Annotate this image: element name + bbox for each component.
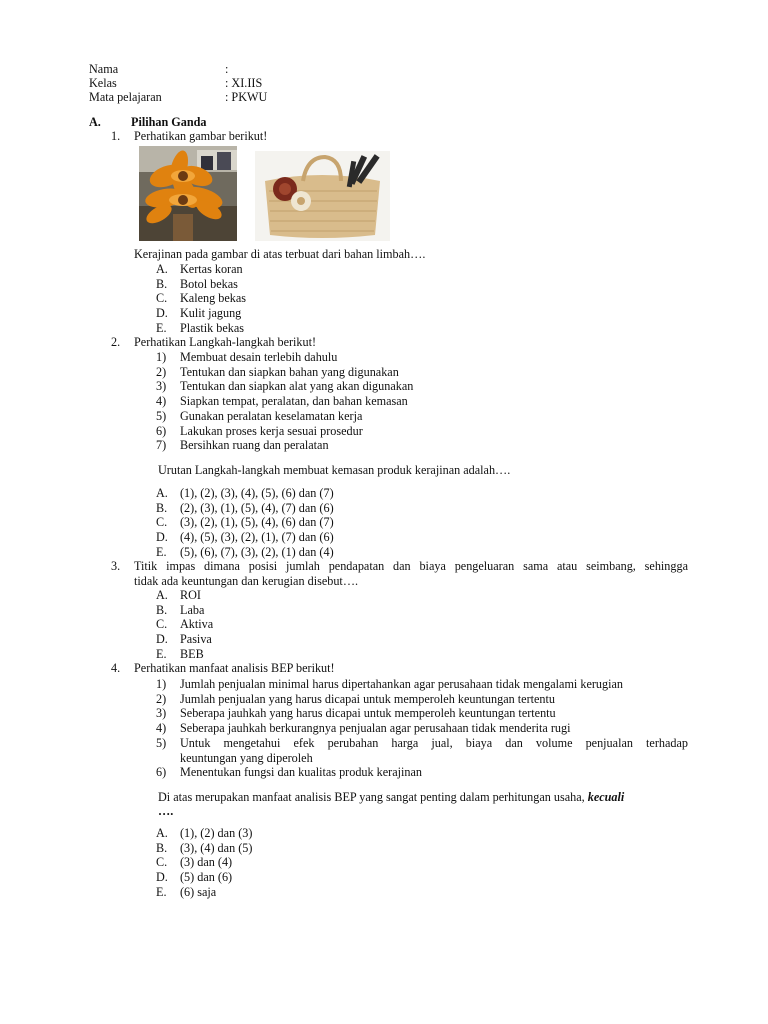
nama-label: Nama [89,62,119,76]
option-text: (4), (5), (3), (2), (1), (7) dan (6) [180,530,334,545]
option-text: (3), (4) dan (5) [180,840,253,855]
option-letter: A. [156,262,168,276]
option-letter: B. [156,840,168,855]
option-text: ROI [180,588,201,602]
item-text: Jumlah penjualan minimal harus dipertahankan agar perusahaan tidak mengalami kerugian [180,677,623,691]
option-letter: C. [156,515,168,530]
kelas-label: Kelas [89,76,117,90]
option-letter: D. [156,530,168,545]
option-text: Laba [180,602,205,617]
question-number: 2. [111,335,121,349]
item-number: 3) [156,379,167,394]
option-text: Kaleng bekas [180,291,246,306]
item-number: 5) [156,735,167,750]
item-number: 3) [156,706,167,721]
woven-bag-image [255,151,390,241]
option-text: Aktiva [180,617,214,632]
option-text: (2), (3), (1), (5), (4), (7) dan (6) [180,500,334,515]
option-letter: E. [156,544,167,559]
item-text: Tentukan dan siapkan alat yang akan digunakan [180,379,414,394]
option-text: (5), (6), (7), (3), (2), (1) dan (4) [180,544,334,559]
mapel-value: : PKWU [225,90,268,104]
option-letter: A. [156,486,168,500]
item-text: Seberapa jauhkah berkurangnya penjualan agar perusahaan tidak menderita rugi [180,721,571,736]
item-number: 2) [156,364,167,379]
item-number: 6) [156,765,167,780]
option-letter: A. [156,826,168,840]
option-letter: C. [156,617,168,632]
item-text: Jumlah penjualan yang harus dicapai untuk memperoleh keuntungan tertentu [180,691,555,706]
item-text: Tentukan dan siapkan bahan yang digunakan [180,364,399,379]
option-letter: C. [156,855,168,870]
option-text: Kulit jagung [180,306,242,321]
option-text: BEB [180,646,204,661]
option-letter: D. [156,632,168,647]
option-text: (6) saja [180,884,217,899]
option-text: (3), (2), (1), (5), (4), (6) dan (7) [180,515,334,530]
stem-text: Di atas merupakan manfaat analisis BEP yang sangat penting dalam perhitungan usaha, [158,790,585,804]
question-number: 3. [111,559,121,573]
nama-value: : [225,62,229,76]
item-text: Membuat desain terlebih dahulu [180,350,338,364]
option-text: Botol bekas [180,276,238,291]
mapel-label: Mata pelajaran [89,90,162,104]
item-text: Siapkan tempat, peralatan, dan bahan kemasan [180,394,408,409]
item-text: Gunakan peralatan keselamatan kerja [180,408,363,423]
item-text: keuntungan yang diperoleh [180,750,313,765]
worksheet-page: Nama : Kelas : XI.IIS Mata pelajaran : PKWU A. Pilihan Ganda 1. Perhatikan gambar berikut! Kerajinan pada gambar di atas terbuat dari bahan limbah…. A. Kertas koran B. Botol bekas C. Kaleng bekas D. Kulit jagung E. Plastik bekas 2. Perhatikan Langkah-langkah berikut! 1) Membuat desain terlebih dahulu 2) Tentukan dan siapkan bahan yang digunakan 3) Tentukan dan siapkan alat yang akan digunakan 4) Siapkan tempat, peralatan, dan bahan kemasan 5) Gunakan peralatan keselamatan kerja 6) Lakukan proses kerja sesuai prosedur 7) Bersihkan ruang dan peralatan Urutan Langkah-langkah membuat kemasan produk kerajinan adalah…. A. (1), (2), (3), (4), (5), (6) dan (7) B. (2), (3), (1), (5), (4), (7) dan (6) C. (3), (2), (1), (5), (4), (6) dan (7) D. (4), (5), (3), (2), (1), (7) dan (6) E. (5), (6), (7), (3), (2), (1) dan (4) 3. Titik impas dimana posisi jumlah pendapatan dan biaya pengeluaran sama atau seimbang, sehingga tidak ada keuntungan dan kerugian disebut…. A. ROI B. Laba C. Aktiva D. Pasiva E. BEB 4. Perhatikan manfaat analisis BEP berikut! 1) Jumlah penjualan minimal harus dipertahankan agar perusahaan tidak mengalami kerugian 2) Jumlah penjualan yang harus dicapai untuk memperoleh keuntungan tertentu 3) Seberapa jauhkah yang harus dicapai untuk memperoleh keuntungan tertentu 4) Seberapa jauhkah berkurangnya penjualan agar perusahaan tidak menderita rugi 5) Untuk mengetahui efek perubahan harga jual, biaya dan volume penjualan terhadap keuntungan yang diperoleh 6) Menentukan fungsi dan kualitas produk kerajinan Di atas merupakan manfaat analisis BEP yang sangat penting dalam perhitungan usaha, kecuali …. A. (1), (2) dan (3) B. (3), (4) dan (5) C. (3) dan (4) D. (5) dan (6) E. (6) saja [89,62,688,899]
item-number: 1) [156,350,167,364]
sunflower-craft-image [139,146,237,241]
item-number: 4) [156,394,167,409]
item-number: 6) [156,423,167,438]
option-text: (5) dan (6) [180,870,233,885]
item-number: 7) [156,438,167,453]
option-text: (1), (2), (3), (4), (5), (6) dan (7) [180,486,334,500]
section-title: Pilihan Ganda [131,115,207,129]
option-letter: A. [156,588,168,602]
option-letter: B. [156,500,168,515]
question-text: Perhatikan Langkah-langkah berikut! [134,335,317,349]
item-text: Menentukan fungsi dan kualitas produk kerajinan [180,765,422,780]
option-letter: B. [156,276,168,291]
question-text: Perhatikan gambar berikut! [134,129,268,143]
option-letter: E. [156,320,167,335]
item-number: 5) [156,408,167,423]
option-letter: D. [156,306,168,321]
option-letter: B. [156,602,168,617]
option-text: Kertas koran [180,262,243,276]
option-letter: C. [156,291,168,306]
option-text: (3) dan (4) [180,855,233,870]
item-number: 2) [156,691,167,706]
item-number: 1) [156,677,167,691]
section-letter: A. [89,115,101,129]
option-letter: E. [156,646,167,661]
option-letter: D. [156,870,168,885]
option-text: Pasiva [180,632,212,647]
item-text: Lakukan proses kerja sesuai prosedur [180,423,363,438]
question-number: 4. [111,661,121,675]
question-text-line-1: Titik impas dimana posisi jumlah pendapatan dan biaya pengeluaran sama atau seimbang, sehingga [134,559,688,573]
question-text: Perhatikan manfaat analisis BEP berikut! [134,661,335,675]
item-text: Seberapa jauhkah yang harus dicapai untuk memperoleh keuntungan tertentu [180,706,556,721]
option-text: Plastik bekas [180,320,244,335]
option-text: (1), (2) dan (3) [180,826,253,840]
item-text: Untuk mengetahui efek perubahan harga jual, biaya dan volume penjualan terhadap [180,735,688,750]
question-number: 1. [111,129,121,143]
stem-emphasis: kecuali [587,790,625,804]
question-text-line-2: tidak ada keuntungan dan kerugian disebut…. [134,574,359,588]
kelas-value: : XI.IIS [225,76,263,90]
section-heading [89,115,207,130]
item-text: Bersihkan ruang dan peralatan [180,438,329,453]
item-number: 4) [156,721,167,736]
option-letter: E. [156,884,167,899]
